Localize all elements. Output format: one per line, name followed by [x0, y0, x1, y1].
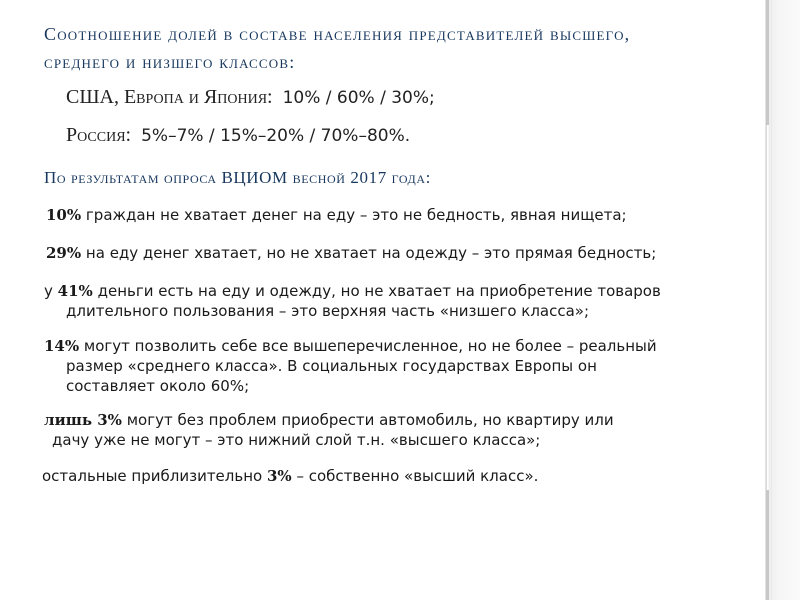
- item-text-continued: размер «среднего класса». В социальных государствах Европы он: [66, 357, 597, 375]
- slide-edge-mark-top: [766, 0, 769, 125]
- item-text: могут без проблем приобрести автомобиль, но квартиру или: [126, 411, 614, 429]
- item-percent: 14%: [44, 337, 80, 355]
- survey-item-3: [44, 281, 661, 321]
- item-lead: у: [44, 282, 53, 300]
- stat-russia: [66, 124, 410, 147]
- survey-item-6: [42, 466, 538, 486]
- item-percent: 3%: [266, 467, 292, 485]
- item-text-continued: составляет около 60%;: [66, 377, 250, 395]
- slide-edge-line-inner: [771, 0, 772, 600]
- item-text-continued: дачу уже не могут – это нижний слой т.н. «высшего класса»;: [52, 431, 541, 449]
- item-text: граждан не хватает денег на еду – это не бедность, явная нищета;: [85, 206, 627, 224]
- item-text-continued: длительного пользования – это верхняя часть «низшего класса»;: [66, 302, 590, 320]
- item-percent: 41%: [57, 282, 93, 300]
- item-percent: 29%: [46, 244, 82, 262]
- survey-item-5: [44, 410, 614, 450]
- stat-label: США, Европа и Япония:: [66, 86, 273, 108]
- item-text: – собственно «высший класс».: [296, 467, 539, 485]
- survey-heading: По результатам опроса ВЦИОМ весной 2017 года:: [44, 168, 431, 187]
- survey-item-2: [46, 243, 656, 263]
- stat-value: 5%–7% / 15%–20% / 70%–80%.: [141, 126, 411, 146]
- survey-item-1: [46, 205, 627, 225]
- stat-label: Россия:: [66, 124, 132, 146]
- slide-title-line-1: Соотношение долей в составе населения представителей высшего,: [44, 24, 631, 44]
- item-text: на еду денег хватает, но не хватает на одежду – это прямая бедность;: [85, 244, 657, 262]
- stat-usa-europe-japan: [66, 86, 435, 109]
- survey-item-4: [44, 336, 657, 396]
- item-percent: 10%: [46, 206, 82, 224]
- item-lead: остальные приблизительно: [42, 467, 263, 485]
- item-text: деньги есть на еду и одежду, но не хватает на приобретение товаров: [97, 282, 661, 300]
- stat-value: 10% / 60% / 30%;: [282, 88, 435, 108]
- item-text: могут позволить себе все вышеперечисленное, но не более – реальный: [83, 337, 657, 355]
- slide-title: [44, 20, 744, 76]
- slide-edge-mark-bottom: [766, 490, 769, 600]
- slide-title-line-2: среднего и низшего классов:: [44, 52, 296, 72]
- item-percent: лишь 3%: [44, 411, 122, 429]
